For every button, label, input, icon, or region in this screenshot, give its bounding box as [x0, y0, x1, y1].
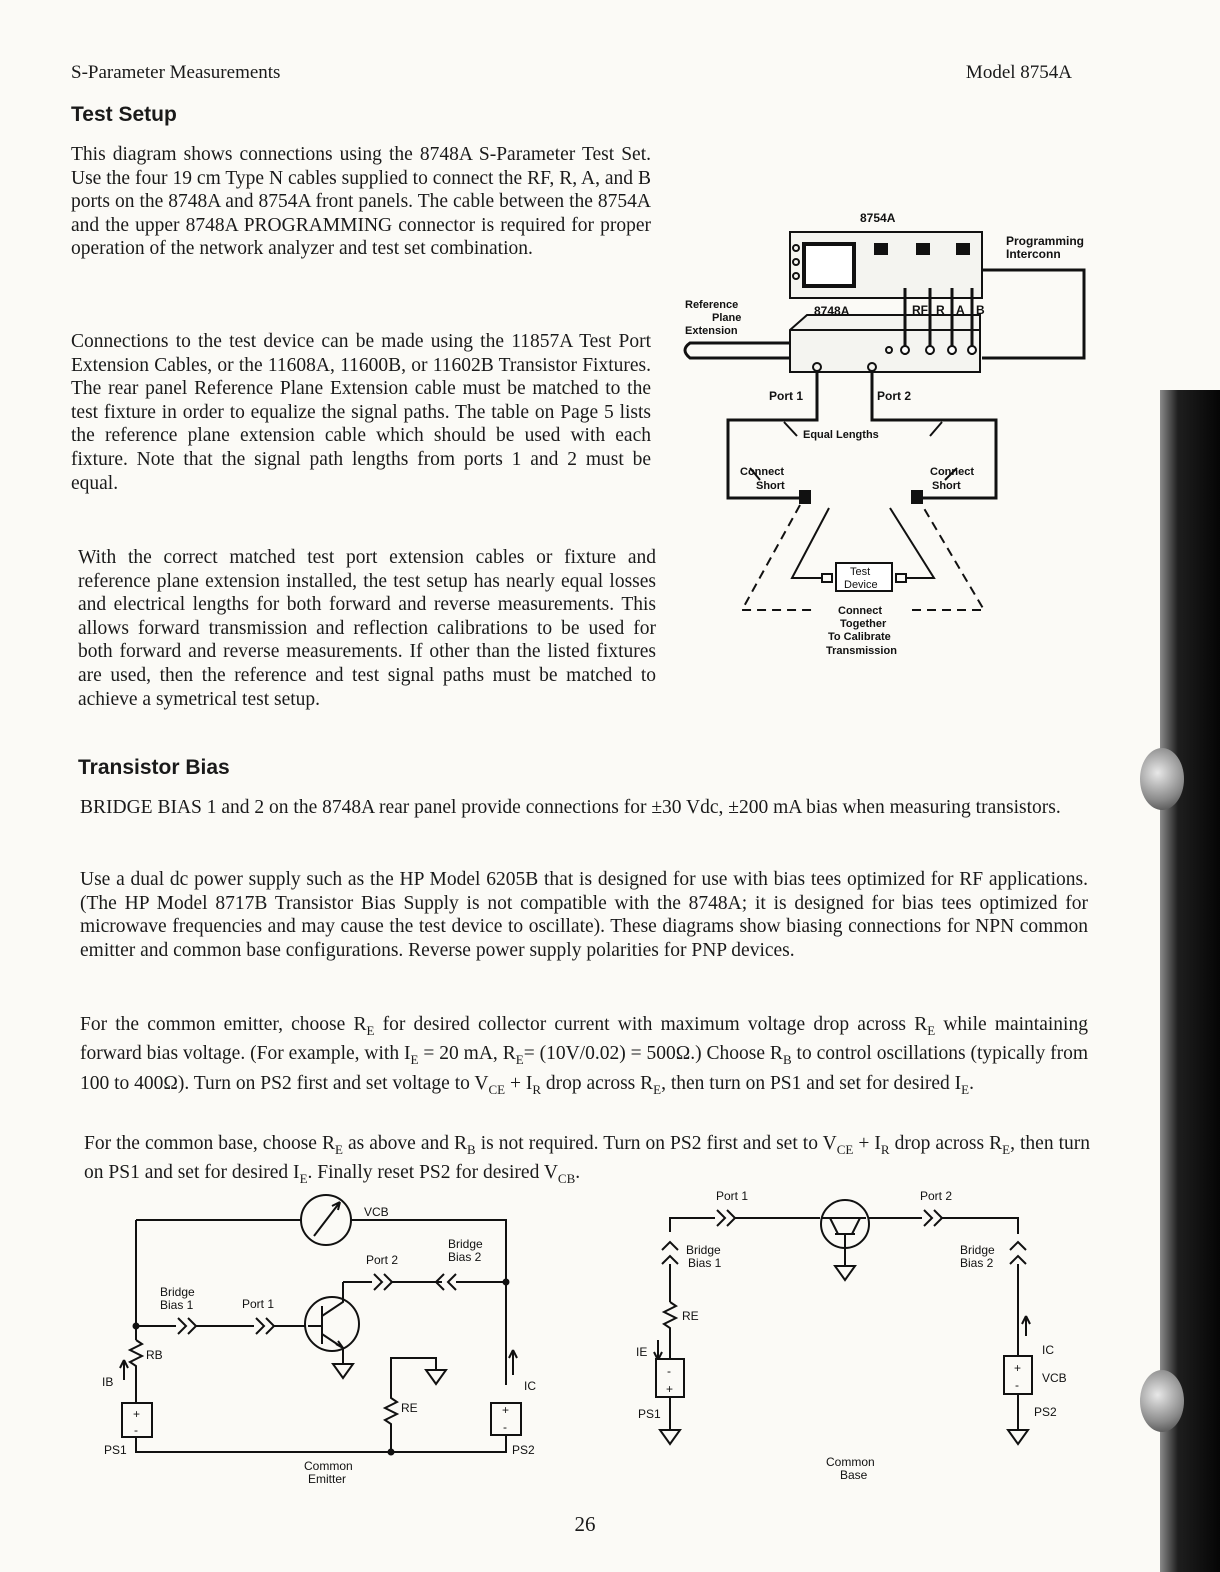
cb-re-label: RE: [682, 1309, 699, 1323]
cb-ie-label: IE: [636, 1345, 648, 1359]
ce-ps2-plus: +: [502, 1403, 510, 1417]
test-setup-heading: Test Setup: [71, 103, 177, 126]
ce-common-label: Common: [304, 1459, 353, 1473]
ce-bridge-label-2a: Bridge: [448, 1237, 483, 1251]
ce-ps2-label: PS2: [512, 1443, 535, 1457]
test-setup-diagram: [672, 200, 1102, 670]
binder-ring-lower: [1140, 1370, 1184, 1432]
cb-ps2-label: PS2: [1034, 1405, 1057, 1419]
section-title: S-Parameter Measurements: [71, 62, 281, 83]
analyzer-crt-screen: [804, 244, 854, 286]
ce-port1-label: Port 1: [242, 1297, 275, 1311]
ce-bridge-label-2b: Bias 2: [448, 1250, 482, 1264]
ce-rb-label: RB: [146, 1348, 163, 1362]
ce-ic-label: IC: [524, 1379, 536, 1393]
common-emitter-diagram: [96, 1190, 556, 1490]
port1-label: Port 1: [769, 389, 804, 403]
reference-plane-cable: [685, 343, 790, 358]
ce-vcb-label: VCB: [364, 1205, 389, 1219]
common-base-diagram: [630, 1184, 1067, 1484]
transistor-bias-paragraph-1: BRIDGE BIAS 1 and 2 on the 8748A rear panel provide connections for ±30 Vdc, ±200 mA bias when measuring transistors.: [80, 797, 1061, 818]
transistor-bias-paragraph-2: Use a dual dc power supply such as the HP Model 6205B that is designed for use with bias tees optimized for RF applications. (The HP Model 8717B Transistor Bias Supply is not compatible with the 8748A; it is designed for bias tees optimized for microwave frequencies and may cause the test device to oscillate). These diagrams show biasing connections for NPN common emitter and common base configurations. Reverse power supply polarities for PNP devices.: [80, 869, 1088, 961]
cb-common-label: Common: [826, 1455, 875, 1469]
test-set-label: 8748A: [814, 304, 850, 318]
cb-port1-label: Port 1: [716, 1189, 749, 1203]
cb-ps1-minus: -: [667, 1364, 671, 1378]
page-number: 26: [574, 1512, 596, 1536]
together-label-4: Transmission: [826, 645, 897, 657]
port2-label: Port 2: [877, 389, 912, 403]
model-label: Model 8754A: [965, 62, 1072, 83]
ce-port2-label: Port 2: [366, 1253, 399, 1267]
connect-short-left-2: Short: [756, 480, 785, 492]
ce-bridge-label-1a: Bridge: [160, 1285, 195, 1299]
cb-ic-label: IC: [1042, 1343, 1054, 1357]
cb-ps2-plus: +: [1014, 1361, 1022, 1375]
ce-ps1-minus: -: [134, 1423, 138, 1437]
port-label-b: B: [976, 303, 985, 317]
transistor-bias-paragraph-3: For the common emitter, choose $R_E$ for desired collector current with maximum voltage drop across $R_E$ while maintaining forward bias voltage. (For example, with $I_E = 20$ mA, $R_E= (10V/0.02) = 500\Omega$.) Choose $R_B$ to control oscillations (typically from 100 to 400Ω). Turn on PS2 first and set voltage to $V_{CE} + I_R$ drop across $R_E$, then turn on PS1 and set for desired $I_E$.: [80, 1014, 1089, 1097]
port-label-rf: RF: [912, 303, 928, 317]
re-resistor: [385, 1380, 397, 1452]
cb-re-resistor: [664, 1302, 676, 1359]
test-device-label-1: Test: [850, 566, 871, 578]
port-label-r: R: [936, 303, 945, 317]
test-setup-paragraph-3: With the correct matched test port extension cables or fixture and reference plane extension installed, the test setup has nearly equal losses and electrical lengths for both forward and reverse measurements. This allows forward transmission and reflection calibrations to be used for both forward and reverse measurements. If other than the listed fixtures are used, then the reference and test signal paths must be matched to achieve a symetrical test setup.: [78, 547, 656, 710]
programming-cable: [982, 270, 1084, 358]
reference-label-3: Extension: [685, 325, 738, 337]
transistor-bias-heading: Transistor Bias: [78, 756, 230, 779]
cb-bridge-label-1a: Bridge: [686, 1243, 721, 1257]
binder-ring-upper: [1140, 748, 1184, 810]
ce-ps1-label: PS1: [104, 1443, 127, 1457]
reference-label-1: Reference: [685, 299, 739, 311]
analyzer-label: 8754A: [860, 211, 896, 225]
connect-short-left-1: Connect: [740, 466, 784, 478]
together-label-3: To Calibrate: [828, 631, 891, 643]
ce-ps2-minus: -: [503, 1420, 507, 1434]
port-label-a: A: [956, 303, 965, 317]
programming-label-1: Programming: [1006, 234, 1085, 248]
cb-ps1-plus: +: [666, 1382, 674, 1396]
cb-port2-label: Port 2: [920, 1189, 953, 1203]
equal-lengths-label: Equal Lengths: [803, 429, 879, 441]
cb-bridge-label-1b: Bias 1: [688, 1256, 722, 1270]
cb-config-label: Base: [840, 1468, 868, 1482]
together-label-2: Together: [840, 618, 887, 630]
test-setup-paragraph-2: Connections to the test device can be made using the 11857A Test Port Extension Cables, or the 11608A, 11600B, or 11602B Transistor Fixtures. The rear panel Reference Plane Extension cable must be matched to the test fixture in order to equalize the signal paths. The table on Page 5 lists the reference plane extension cable which should be used with each fixture. Note that the signal path lengths from ports 1 and 2 must be equal.: [71, 331, 651, 494]
ce-bridge-label-1b: Bias 1: [160, 1298, 194, 1312]
cb-bridge-label-2b: Bias 2: [960, 1256, 994, 1270]
test-setup-paragraph-1: This diagram shows connections using the 8748A S-Parameter Test Set. Use the four 19 cm Type N cables supplied to connect the RF, R, A, and B ports on the 8748A and 8754A front panels. The cable between the 8754A and the upper 8748A PROGRAMMING connector is required for proper operation of the network analyzer and test set combination.: [71, 144, 651, 260]
cb-ps2-minus: -: [1015, 1378, 1019, 1392]
test-device-label-2: Device: [844, 579, 878, 591]
connect-short-right-2: Short: [932, 480, 961, 492]
calibration-dashed-path: [742, 505, 984, 610]
rb-resistor: [130, 1340, 142, 1385]
cb-bridge-label-2a: Bridge: [960, 1243, 995, 1257]
reference-label-2: Plane: [712, 312, 742, 324]
programming-label-2: Interconn: [1006, 247, 1061, 261]
cb-vcb-label: VCB: [1042, 1371, 1067, 1385]
together-label-1: Connect: [838, 605, 882, 617]
ce-ps1-plus: +: [133, 1407, 141, 1421]
cb-ps1-label: PS1: [638, 1407, 661, 1421]
transistor-bias-paragraph-4: For the common base, choose $R_E$ as above and $R_B$ is not required. Turn on PS2 first and set to $V_{CE} + I_R$ drop across $R_E$, then turn on PS1 and set for desired $I_E$. Finally reset PS2 for desired $V_{CB}$.: [84, 1133, 1091, 1187]
ce-ib-label: IB: [102, 1375, 114, 1389]
npn-transistor: [305, 1297, 359, 1351]
ce-config-label: Emitter: [308, 1472, 347, 1486]
ce-re-label: RE: [401, 1401, 418, 1415]
connect-short-right-1: Connect: [930, 466, 974, 478]
